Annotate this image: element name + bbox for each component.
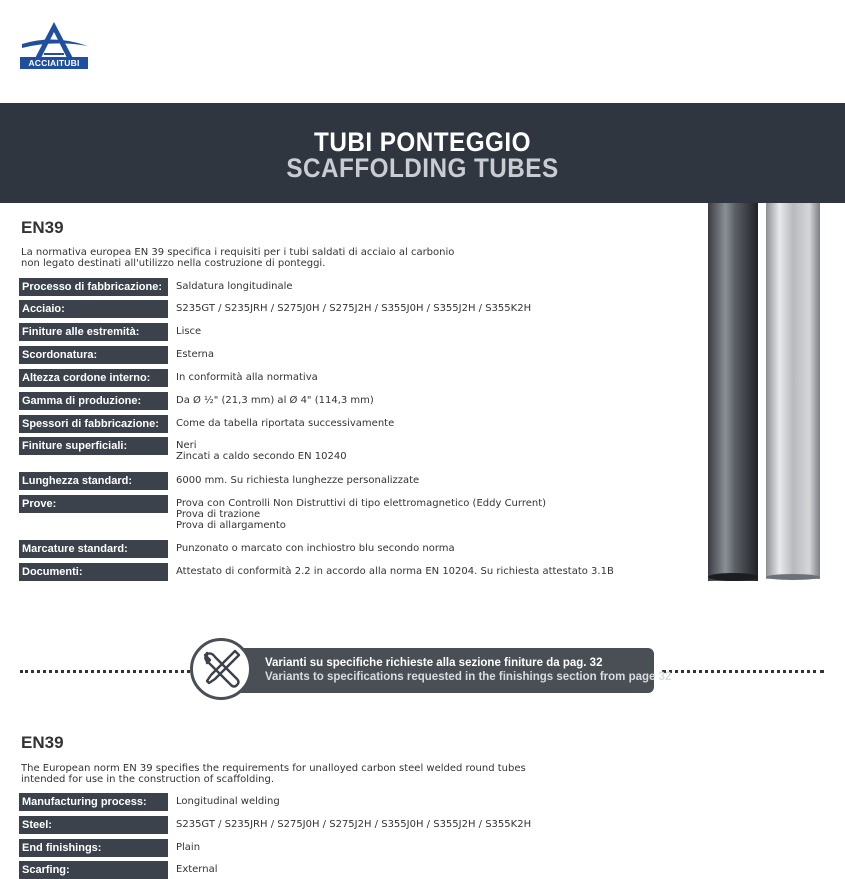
spec-row [19, 392, 374, 410]
spec-label: Steel: [19, 816, 168, 834]
spec-row [19, 415, 394, 433]
intro-it [21, 247, 541, 269]
spec-value: S235GT / S235JRH / S275J0H / S275J2H / S355J0H / S355J2H / S355K2H [176, 303, 532, 314]
spec-value: Longitudinal welding [176, 796, 280, 807]
spec-label: Prove: [19, 495, 168, 513]
spec-value: Punzonato o marcato con inchiostro blu secondo norma [176, 543, 455, 554]
spec-row [19, 369, 318, 387]
spec-value: Come da tabella riportata successivamente [176, 418, 395, 429]
spec-row [19, 346, 214, 364]
spec-values [168, 839, 200, 857]
spec-row [19, 300, 531, 318]
banner-title-en: SCAFFOLDING TUBES [286, 153, 559, 183]
spec-label: Acciaio: [19, 300, 168, 318]
spec-row [19, 793, 280, 811]
spec-values [168, 278, 293, 296]
spec-values [168, 495, 546, 531]
divider-dots-right [662, 670, 824, 673]
spec-label: Manufacturing process: [19, 793, 168, 811]
spec-label: Gamma di produzione: [19, 392, 168, 410]
tools-badge [190, 638, 252, 700]
spec-row [19, 563, 614, 581]
banner-title-it: TUBI PONTEGGIO [314, 127, 531, 157]
spec-values [168, 300, 531, 318]
spec-row [19, 816, 531, 834]
spec-values [168, 793, 280, 811]
spec-row [19, 540, 455, 558]
spec-value: In conformità alla normativa [176, 372, 318, 383]
spec-value: External [176, 864, 218, 875]
intro-en [21, 763, 541, 785]
spec-row [19, 839, 200, 857]
tubes-image [705, 203, 825, 581]
spec-value: S235GT / S235JRH / S275J0H / S275J2H / S355J0H / S355J2H / S355K2H [176, 819, 532, 830]
spec-row [19, 495, 546, 531]
section-title-en: EN39 [21, 733, 64, 752]
spec-values [168, 323, 201, 341]
spec-label: Scordonatura: [19, 346, 168, 364]
spec-row [19, 437, 347, 462]
spec-label: End finishings: [19, 839, 168, 857]
intro-en-line-1: The European norm EN 39 specifies the requirements for unalloyed carbon steel welded round tubes [21, 763, 526, 774]
spec-value: Saldatura longitudinale [176, 281, 293, 292]
spec-values [168, 346, 214, 364]
intro-en-line-2: intended for use in the construction of scaffolding. [21, 774, 275, 785]
spec-values [168, 861, 218, 879]
spec-values [168, 369, 318, 387]
spec-value: Prova di allargamento [176, 520, 286, 531]
spec-values [168, 472, 419, 490]
spec-label: Finiture alle estremità: [19, 323, 168, 341]
spec-value: Da Ø ½" (21,3 mm) al Ø 4" (114,3 mm) [176, 395, 374, 406]
spec-label: Documenti: [19, 563, 168, 581]
spec-label: Processo di fabbricazione: [19, 278, 168, 296]
note-text-it: Varianti su specifiche richieste alla sezione finiture da pag. 32 [265, 657, 603, 669]
intro-it-line-2: non legato destinati all'utilizzo nella costruzione di ponteggi. [21, 258, 326, 269]
spec-label: Spessori di fabbricazione: [19, 415, 168, 433]
spec-value: Prova di trazione [176, 509, 261, 520]
spec-row [19, 861, 218, 879]
spec-value: Plain [176, 842, 201, 853]
spec-values [168, 563, 614, 581]
spec-value: Lisce [176, 326, 202, 337]
divider-dots-left [20, 670, 190, 673]
spec-label: Scarfing: [19, 861, 168, 879]
section-title-it: EN39 [21, 218, 64, 237]
spec-values [168, 415, 394, 433]
spec-value: Esterna [176, 349, 215, 360]
tools-icon [193, 641, 249, 697]
spec-row [19, 278, 293, 296]
spec-value: Prova con Controlli Non Distruttivi di tipo elettromagnetico (Eddy Current) [176, 498, 547, 509]
spec-value: Zincati a caldo secondo EN 10240 [176, 451, 347, 462]
spec-label: Finiture superficiali: [19, 437, 168, 455]
spec-row [19, 323, 201, 341]
logo-wordmark: ACCIAITUBI [20, 57, 88, 69]
spec-row [19, 472, 419, 490]
intro-it-line-1: La normativa europea EN 39 specifica i requisiti per i tubi saldati di acciaio al carbonio [21, 247, 455, 258]
spec-value: 6000 mm. Su richiesta lunghezze personalizzate [176, 475, 420, 486]
spec-value: Neri [176, 440, 197, 451]
spec-label: Altezza cordone interno: [19, 369, 168, 387]
spec-values [168, 392, 374, 410]
spec-values [168, 437, 347, 462]
spec-value: Attestato di conformità 2.2 in accordo alla norma EN 10204. Su richiesta attestato 3.1B [176, 566, 614, 577]
note-text-en: Variants to specifications requested in the finishings section from page 32 [265, 671, 672, 683]
spec-values [168, 816, 531, 834]
spec-label: Lunghezza standard: [19, 472, 168, 490]
title-banner [0, 103, 845, 203]
spec-values [168, 540, 455, 558]
spec-label: Marcature standard: [19, 540, 168, 558]
